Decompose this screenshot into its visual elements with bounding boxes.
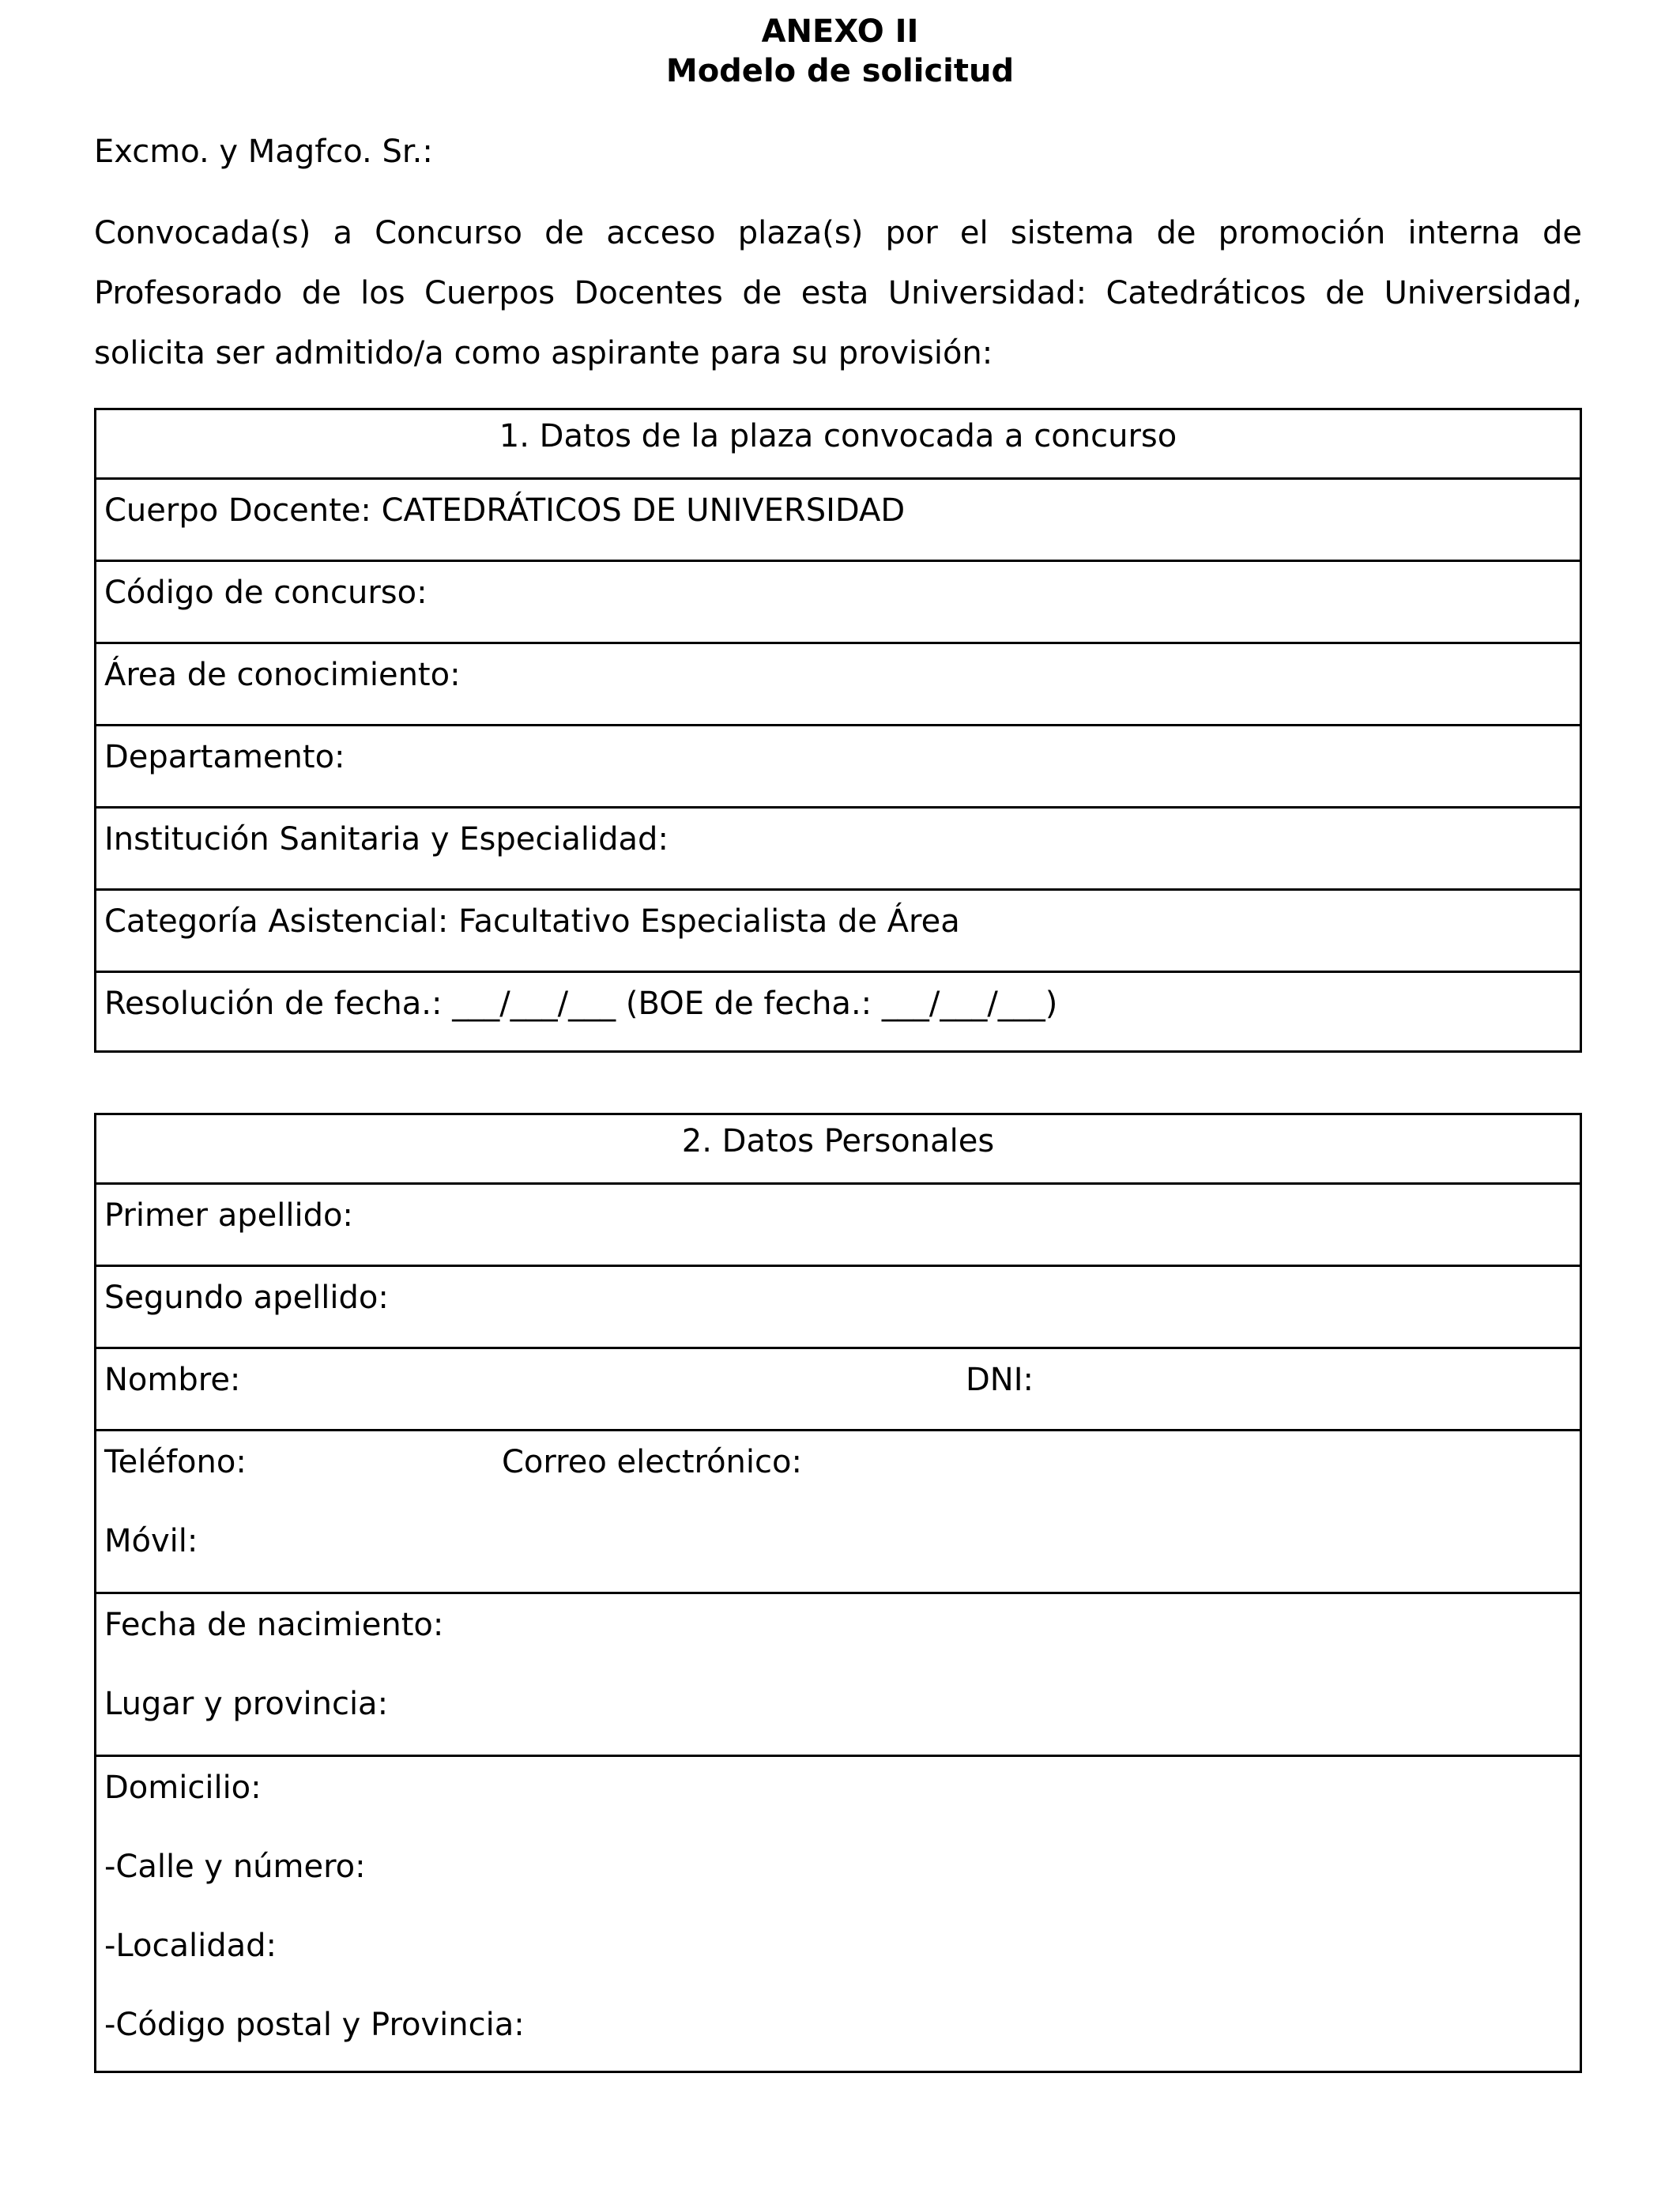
field-cuerpo-docente-label: Cuerpo Docente: CATEDRÁTICOS DE UNIVERSIDAD (104, 492, 906, 529)
field-segundo-apellido-label: Segundo apellido: (104, 1280, 389, 1316)
field-primer-apellido-label: Primer apellido: (104, 1197, 353, 1234)
field-area-conocimiento-label: Área de conocimiento: (104, 657, 461, 693)
field-cuerpo-docente[interactable] (96, 480, 1580, 562)
field-codigo-postal-label: -Código postal y Provincia: (104, 2007, 525, 2043)
annex-heading: ANEXO II (761, 13, 919, 50)
intro-paragraph: Convocada(s) a Concurso de acceso plaza(s) por el sistema de promoción interna de Profesorado de los Cuerpos Docentes de esta Universidad: Catedráticos de Universidad, solicita ser admitido/a como aspirante para su provisión: (94, 215, 1582, 371)
salutation: Excmo. y Magfco. Sr.: (94, 134, 433, 170)
field-nombre-label: Nombre: (104, 1362, 241, 1398)
field-movil-label: Móvil: (104, 1523, 198, 1559)
field-calle-label: -Calle y número: (104, 1849, 366, 1885)
field-fecha-nacimiento-label: Fecha de nacimiento: (104, 1607, 444, 1643)
field-codigo-concurso-label: Código de concurso: (104, 575, 428, 611)
field-domicilio[interactable] (96, 1757, 1580, 2071)
field-localidad-label: -Localidad: (104, 1928, 277, 1964)
field-categoria-asistencial[interactable] (96, 891, 1580, 973)
section-1-title-text: 1. Datos de la plaza convocada a concurso (499, 418, 1177, 454)
field-dni-label: DNI: (966, 1362, 1034, 1398)
field-telefono-label: Teléfono: (104, 1444, 247, 1480)
section-2-title (96, 1115, 1580, 1185)
section-1-title (96, 410, 1580, 480)
field-categoria-asistencial-label: Categoría Asistencial: Facultativo Especialista de Área (104, 903, 960, 940)
section-personal-table (94, 1113, 1582, 2073)
field-correo-label: Correo electrónico: (502, 1444, 802, 1480)
field-resolucion-fecha[interactable] (96, 973, 1580, 1052)
field-codigo-concurso[interactable] (96, 562, 1580, 644)
field-lugar-provincia-label: Lugar y provincia: (104, 1686, 389, 1722)
field-primer-apellido[interactable] (96, 1185, 1580, 1267)
field-domicilio-label: Domicilio: (104, 1770, 262, 1806)
field-institucion-sanitaria[interactable] (96, 809, 1580, 891)
field-institucion-sanitaria-label: Institución Sanitaria y Especialidad: (104, 821, 669, 858)
field-contacto[interactable] (96, 1431, 1580, 1594)
section-2-title-text: 2. Datos Personales (681, 1123, 995, 1159)
field-nombre-dni[interactable] (96, 1349, 1580, 1431)
field-resolucion-fecha-label: Resolución de fecha.: ___/___/___ (BOE de fecha.: ___/___/___) (104, 986, 1058, 1022)
field-departamento-label: Departamento: (104, 739, 345, 775)
section-plaza-table (94, 408, 1582, 1053)
field-area-conocimiento[interactable] (96, 644, 1580, 726)
form-subtitle: Modelo de solicitud (665, 53, 1015, 89)
field-nacimiento[interactable] (96, 1594, 1580, 1757)
field-departamento[interactable] (96, 726, 1580, 809)
field-segundo-apellido[interactable] (96, 1267, 1580, 1349)
